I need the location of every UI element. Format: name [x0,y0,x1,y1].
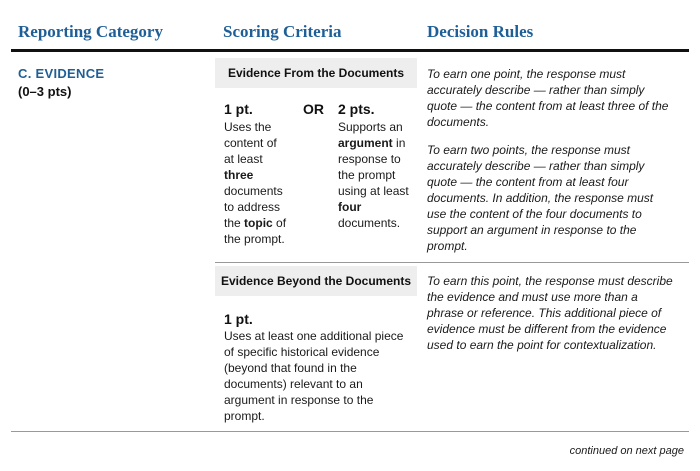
header-decision-rules: Decision Rules [427,22,534,41]
docs-one-point-text: Uses the content of at least three documents to address the topic of the prompt. [224,120,287,246]
docs-rule-two-points: To earn two points, the response must accurately describe — rather than simply quote — the content from at least four documents. In addition, the response must use the content of the four documents to support an argument in response to the prompt. [427,143,654,253]
header-reporting-category: Reporting Category [18,22,163,41]
category-label: C. EVIDENCE [18,66,105,81]
category-points: (0–3 pts) [18,84,72,99]
beyond-rule: To earn this point, the response must describe the evidence and must use more than a phrase or reference. This additional piece of evidence must be different from the evidence used to earn the point for contextualization. [427,274,673,352]
docs-subheading: Evidence From the Documents [215,58,417,88]
header-scoring-criteria: Scoring Criteria [223,22,342,41]
docs-or-label: OR [303,101,324,117]
docs-two-points-text: Supports an argument in response to the prompt using at least four documents. [338,120,409,230]
beyond-point-label: 1 pt. [224,311,253,327]
beyond-subheading: Evidence Beyond the Documents [215,266,417,296]
section-divider [215,262,689,263]
bottom-divider [11,431,689,432]
beyond-point-text: Uses at least one additional piece of specific historical evidence (beyond that found in the documents) relevant to an argument in response to the prompt. [224,329,404,423]
docs-rule-one-point: To earn one point, the response must accurately describe — rather than simply quote — the content from at least three of the documents. [427,67,669,129]
docs-one-point-label: 1 pt. [224,101,253,117]
header-divider [11,49,689,52]
docs-two-points-label: 2 pts. [338,101,375,117]
continued-note: continued on next page [569,445,684,457]
